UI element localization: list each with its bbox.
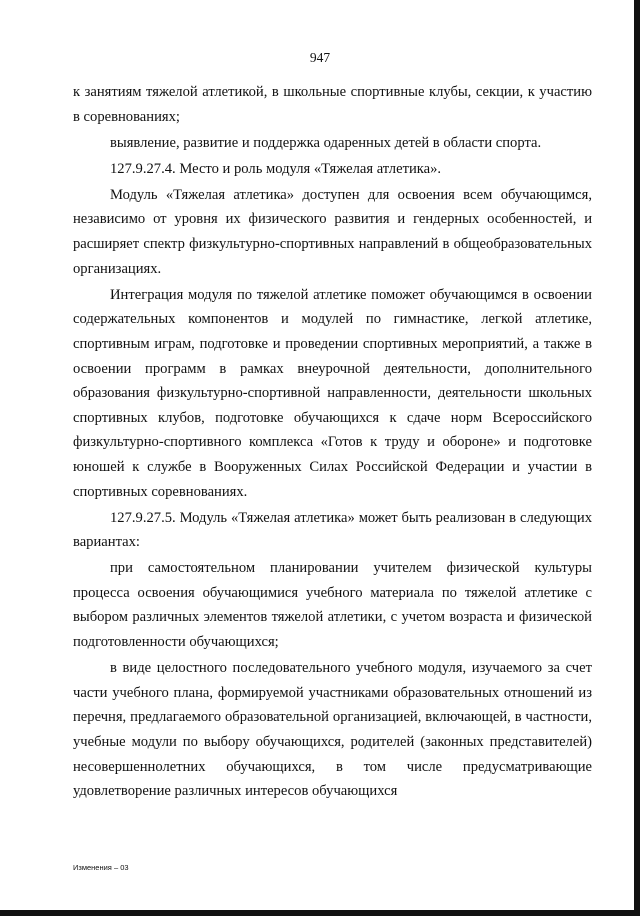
paragraph: в виде целостного последовательного учебного модуля, изучаемого за счет части учебного плана, формируемой участниками образовательных отношений из перечня, предлагаемого образовательной организацией, включающей, в частности, учебные модули по выбору обучающихся, родителей (законных представителей) несовершеннолетних обучающихся, в том числе предусматривающие удовлетворение различных интересов обучающихся [73, 660, 592, 800]
paragraph: Интеграция модуля по тяжелой атлетике поможет обучающимся в освоении содержательных компонентов и модулей по гимнастике, легкой атлетике, спортивным играм, подготовке и проведении спортивных мероприятий, а также в освоении программ в рамках внеурочной деятельности, дополнительного образования физкультурно-спортивной направленности, деятельности школьных спортивных клубов, подготовке обучающихся к сдаче норм Всероссийского физкультурно-спортивного комплекса «Готов к труду и обороне» и подготовке юношей к службе в Вооруженных Силах Российской Федерации и участии в спортивных соревнованиях. [73, 286, 592, 500]
section-heading: 127.9.27.4. Место и роль модуля «Тяжелая атлетика». [110, 160, 442, 177]
paragraph: выявление, развитие и поддержка одаренных детей в области спорта. [110, 134, 542, 151]
page-number: 947 [309, 50, 331, 65]
body-text [73, 80, 592, 804]
paragraph: к занятиям тяжелой атлетикой, в школьные спортивные клубы, секции, к участию в соревнованиях; [73, 84, 592, 125]
footer-note: Изменения – 03 [73, 863, 129, 872]
paragraph: Модуль «Тяжелая атлетика» доступен для освоения всем обучающимся, независимо от уровня их физического развития и гендерных особенностей, и расширяет спектр физкультурно-спортивных направлений в общеобразовательных организациях. [73, 186, 592, 277]
paragraph: при самостоятельном планировании учителем физической культуры процесса освоения обучающимися учебного материала по тяжелой атлетике с выбором различных элементов тяжелой атлетики, с учетом возраста и физической подготовленности обучающихся; [73, 560, 592, 651]
section-heading: 127.9.27.5. Модуль «Тяжелая атлетика» может быть реализован в следующих вариантах: [73, 509, 592, 551]
